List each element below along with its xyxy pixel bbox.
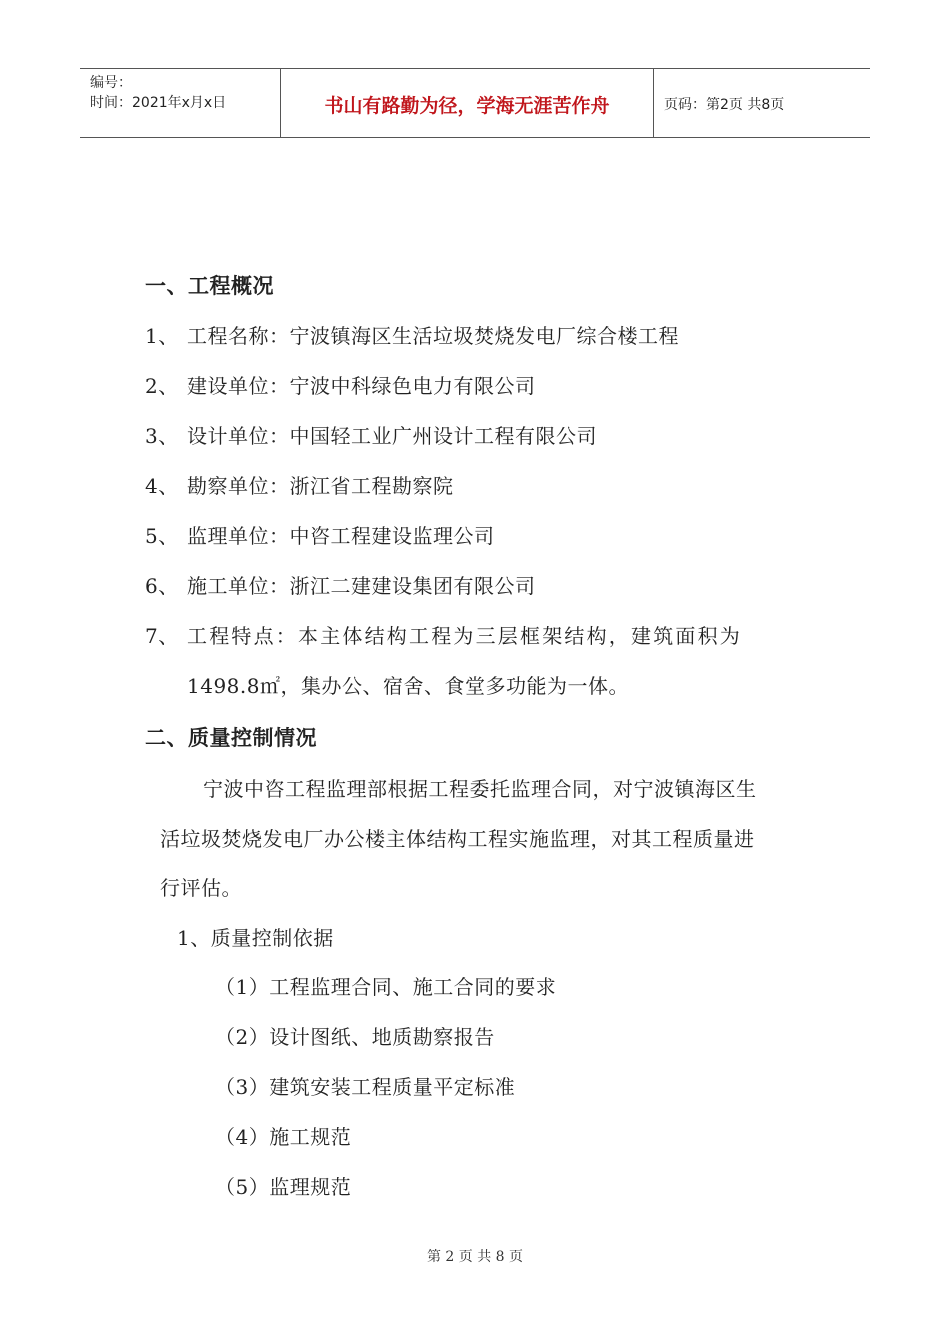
header-left-cell	[80, 69, 281, 137]
subsection-title: 1、质量控制依据	[177, 926, 334, 950]
basis-item: （5）监理规范	[215, 1175, 352, 1199]
list-item-continuation: 1498.8㎡，集办公、宿舍、食堂多功能为一体。	[187, 674, 629, 698]
header-right-cell	[654, 69, 870, 137]
paragraph-line: 宁波中咨工程监理部根据工程委托监理合同，对宁波镇海区生	[203, 777, 757, 801]
list-item-text: 设计单位：中国轻工业广州设计工程有限公司	[187, 424, 597, 448]
list-item-text: 建设单位：宁波中科绿色电力有限公司	[187, 374, 536, 398]
list-item-number: 7、	[145, 624, 179, 648]
list-item-number: 2、	[145, 374, 179, 398]
basis-item: （3）建筑安装工程质量平定标准	[215, 1075, 516, 1099]
document-number-label: 编号：	[90, 75, 132, 91]
list-item-text: 监理单位：中咨工程建设监理公司	[187, 524, 495, 548]
list-item	[145, 374, 536, 398]
list-item-text: 工程名称：宁波镇海区生活垃圾焚烧发电厂综合楼工程	[187, 324, 679, 348]
list-item-text: 勘察单位：浙江省工程勘察院	[187, 474, 454, 498]
basis-item: （2）设计图纸、地质勘察报告	[215, 1025, 495, 1049]
list-item-text: 工程特点：本主体结构工程为三层框架结构，建筑面积为	[187, 624, 742, 648]
page-header	[80, 68, 870, 138]
list-item-number: 1、	[145, 324, 179, 348]
header-center-cell	[281, 69, 654, 137]
list-item-number: 3、	[145, 424, 179, 448]
page-footer: 第 2 页 共 8 页	[426, 1249, 524, 1265]
list-item	[145, 574, 536, 598]
basis-item: （4）施工规范	[215, 1125, 352, 1149]
document-date: 时间：2021年x月x日	[90, 95, 227, 111]
header-motto: 书山有路勤为径，学海无涯苦作舟	[324, 95, 610, 117]
list-item	[145, 424, 597, 448]
basis-item: （1）工程监理合同、施工合同的要求	[215, 975, 557, 999]
list-item	[145, 524, 495, 548]
paragraph-line: 行评估。	[160, 876, 242, 900]
list-item-number: 6、	[145, 574, 179, 598]
list-item-number: 4、	[145, 474, 179, 498]
list-item	[145, 624, 742, 648]
section-1-title: 一、工程概况	[145, 273, 274, 298]
list-item-number: 5、	[145, 524, 179, 548]
section-2-title: 二、质量控制情况	[145, 725, 317, 750]
list-item	[145, 324, 679, 348]
paragraph-line: 活垃圾焚烧发电厂办公楼主体结构工程实施监理，对其工程质量进	[160, 827, 755, 851]
header-page-info: 页码：第2页 共8页	[664, 97, 785, 113]
list-item	[145, 474, 454, 498]
list-item-text: 施工单位：浙江二建建设集团有限公司	[187, 574, 536, 598]
